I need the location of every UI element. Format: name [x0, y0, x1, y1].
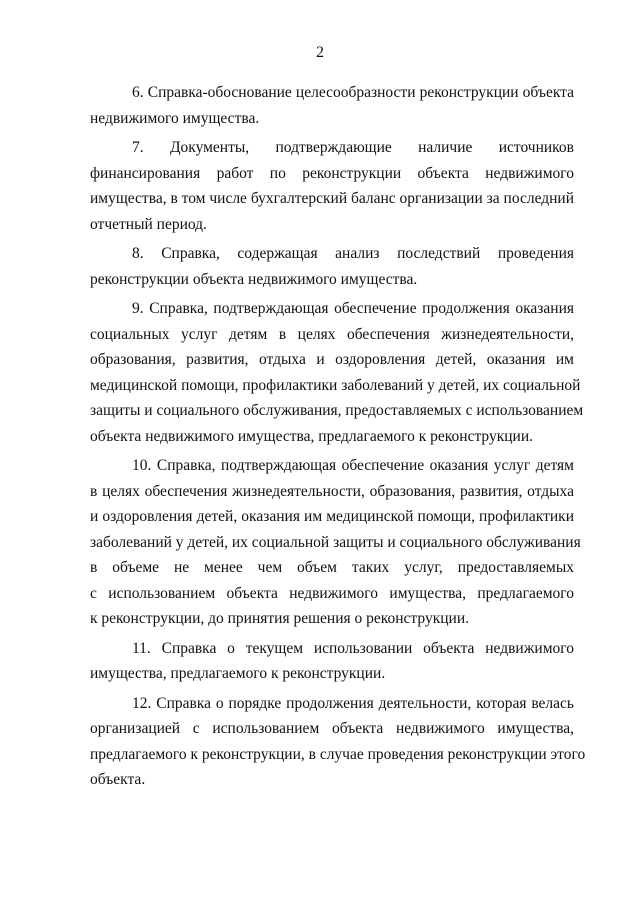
- paragraph-line: в объеме не менее чем объем таких услуг, предоставляемых: [90, 559, 574, 576]
- paragraph-line: 7. Документы, подтверждающие наличие источников: [132, 139, 574, 156]
- paragraph-8: [90, 241, 574, 292]
- paragraph-line: имущества, в том числе бухгалтерский баланс организации за последний: [90, 190, 575, 207]
- paragraph-line: заболеваний у детей, их социальной защиты и социального обслуживания: [90, 533, 581, 551]
- paragraph-line: 10. Справка, подтверждающая обеспечение оказания услуг детям: [132, 457, 574, 474]
- paragraph-line: объекта.: [90, 771, 146, 788]
- page-number: 2: [316, 44, 324, 61]
- paragraph-line: имущества, предлагаемого к реконструкции.: [90, 665, 386, 682]
- paragraph-line: социальных услуг детям в целях обеспечения жизнедеятельности,: [90, 325, 574, 343]
- paragraph-line: объекта недвижимого имущества, предлагаемого к реконструкции.: [90, 427, 534, 445]
- paragraph-12: [90, 691, 586, 793]
- paragraph-11: [90, 636, 574, 687]
- paragraph-line: финансирования работ по реконструкции объекта недвижимого: [90, 164, 574, 182]
- paragraph-line: 11. Справка о текущем использовании объекта недвижимого: [132, 639, 574, 657]
- paragraph-line: в целях обеспечения жизнедеятельности, образования, развития, отдыха: [90, 482, 574, 500]
- paragraph-line: отчетный период.: [90, 215, 207, 233]
- paragraph-7: [90, 135, 574, 237]
- paragraph-line: 9. Справка, подтверждающая обеспечение продолжения оказания: [132, 300, 574, 317]
- document-body: [90, 80, 586, 793]
- paragraph-line: образования, развития, отдыха и оздоровления детей, оказания им: [90, 351, 574, 368]
- paragraph-line: с использованием объекта недвижимого имущества, предлагаемого: [90, 584, 574, 602]
- paragraph-line: предлагаемого к реконструкции, в случае проведения реконструкции этого: [90, 745, 586, 763]
- paragraph-line: медицинской помощи, профилактики заболеваний у детей, их социальной: [90, 376, 581, 394]
- paragraph-line: 8. Справка, содержащая анализ последствий проведения: [132, 245, 574, 262]
- paragraph-line: организацией с использованием объекта недвижимого имущества,: [90, 720, 574, 737]
- paragraph-line: 12. Справка о порядке продолжения деятельности, которая велась: [132, 694, 574, 712]
- paragraph-9: [90, 296, 584, 449]
- paragraph-line: защиты и социального обслуживания, предоставляемых с использованием: [90, 402, 584, 419]
- paragraph-line: к реконструкции, до принятия решения о реконструкции.: [90, 610, 469, 627]
- paragraph-10: [90, 453, 581, 632]
- paragraph-6: [90, 80, 574, 131]
- paragraph-line: реконструкции объекта недвижимого имущества.: [90, 270, 418, 288]
- paragraph-line: недвижимого имущества.: [90, 109, 260, 127]
- paragraph-line: 6. Справка-обоснование целесообразности реконструкции объекта: [132, 84, 574, 101]
- paragraph-line: и оздоровления детей, оказания им медицинской помощи, профилактики: [90, 508, 574, 525]
